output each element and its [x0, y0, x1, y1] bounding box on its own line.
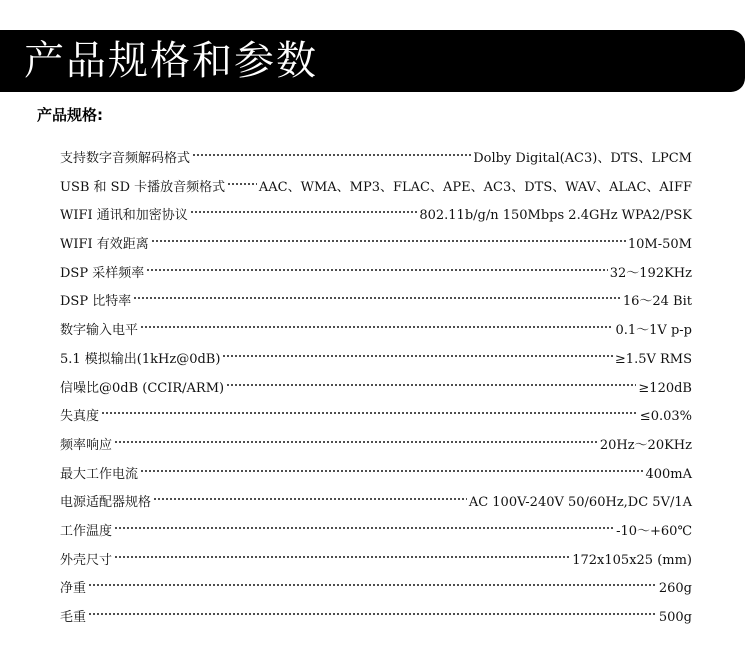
spec-name: 数字输入电平 — [60, 323, 139, 339]
spec-value: ≥120dB — [638, 380, 692, 396]
spec-row-operating-temperature — [60, 513, 692, 542]
spec-row-power-adapter — [60, 484, 692, 513]
spec-value: 10M-50M — [627, 237, 692, 253]
spec-name: WIFI 通讯和加密协议 — [60, 208, 188, 224]
spec-row-wifi-range — [60, 226, 692, 255]
spec-name: 工作温度 — [60, 523, 113, 539]
spec-value: ≥1.5V RMS — [614, 351, 692, 367]
dot-leader — [114, 513, 614, 535]
spec-name: DSP 采样频率 — [60, 265, 145, 281]
dot-leader — [88, 599, 657, 621]
spec-name: DSP 比特率 — [60, 294, 132, 310]
spec-value: AC 100V-240V 50/60Hz,DC 5V/1A — [468, 495, 692, 511]
spec-value: ≤0.03% — [639, 409, 692, 425]
spec-row-enclosure-size — [60, 542, 692, 571]
spec-value: 32～192KHz — [609, 265, 692, 281]
spec-name: 频率响应 — [60, 437, 113, 453]
section-heading: 产品规格: — [37, 106, 103, 124]
dot-leader — [226, 370, 636, 392]
spec-row-analog-output — [60, 341, 692, 370]
spec-name: 电源适配器规格 — [60, 495, 152, 511]
spec-row-snr — [60, 370, 692, 399]
dot-leader — [227, 169, 257, 191]
dot-leader — [146, 255, 608, 277]
spec-name: WIFI 有效距离 — [60, 237, 149, 253]
spec-value: 400mA — [645, 466, 692, 482]
spec-value: Dolby Digital(AC3)、DTS、LPCM — [473, 151, 692, 166]
page-title: 产品规格和参数 — [24, 38, 318, 84]
spec-name: 毛重 — [60, 610, 87, 625]
spec-row-net-weight — [60, 570, 692, 599]
dot-leader — [101, 398, 638, 420]
dot-leader — [192, 140, 471, 162]
dot-leader — [151, 226, 626, 248]
dot-leader — [114, 542, 570, 564]
spec-name: 失真度 — [60, 409, 100, 425]
spec-name: USB 和 SD 卡播放音频格式 — [60, 179, 226, 195]
spec-name: 5.1 模拟输出(1kHz@0dB) — [60, 351, 221, 367]
spec-name: 最大工作电流 — [60, 466, 139, 482]
spec-list — [60, 140, 692, 628]
spec-row-dsp-bit-depth — [60, 283, 692, 312]
spec-name: 信噪比@0dB (CCIR/ARM) — [60, 380, 225, 396]
spec-row-audio-decode-formats — [60, 140, 692, 169]
spec-name: 支持数字音频解码格式 — [60, 151, 191, 166]
spec-row-distortion — [60, 398, 692, 427]
dot-leader — [140, 456, 643, 478]
dot-leader — [190, 197, 418, 219]
dot-leader — [114, 427, 598, 449]
dot-leader — [133, 283, 621, 305]
spec-value: 500g — [658, 610, 692, 625]
spec-value: 16～24 Bit — [622, 294, 692, 310]
spec-row-digital-input-level — [60, 312, 692, 341]
spec-value: 20Hz～20KHz — [599, 437, 692, 453]
spec-row-dsp-sample-rate — [60, 255, 692, 284]
spec-value: AAC、WMA、MP3、FLAC、APE、AC3、DTS、WAV、ALAC、AIFF — [258, 179, 692, 195]
dot-leader — [140, 312, 613, 334]
spec-value: 0.1～1V p-p — [615, 323, 692, 339]
spec-row-wifi-protocol — [60, 197, 692, 226]
spec-value: 802.11b/g/n 150Mbps 2.4GHz WPA2/PSK — [419, 208, 692, 224]
spec-row-frequency-response — [60, 427, 692, 456]
spec-value: 260g — [658, 581, 692, 597]
spec-name: 净重 — [60, 581, 87, 597]
dot-leader — [153, 484, 467, 506]
spec-row-gross-weight — [60, 599, 692, 628]
spec-name: 外壳尺寸 — [60, 552, 113, 568]
spec-value: 172x105x25 (mm) — [572, 552, 692, 568]
spec-row-usb-sd-formats — [60, 169, 692, 198]
dot-leader — [222, 341, 612, 363]
spec-value: -10～+60℃ — [616, 523, 692, 539]
header-bar — [0, 30, 745, 92]
spec-row-max-current — [60, 456, 692, 485]
dot-leader — [88, 570, 657, 592]
